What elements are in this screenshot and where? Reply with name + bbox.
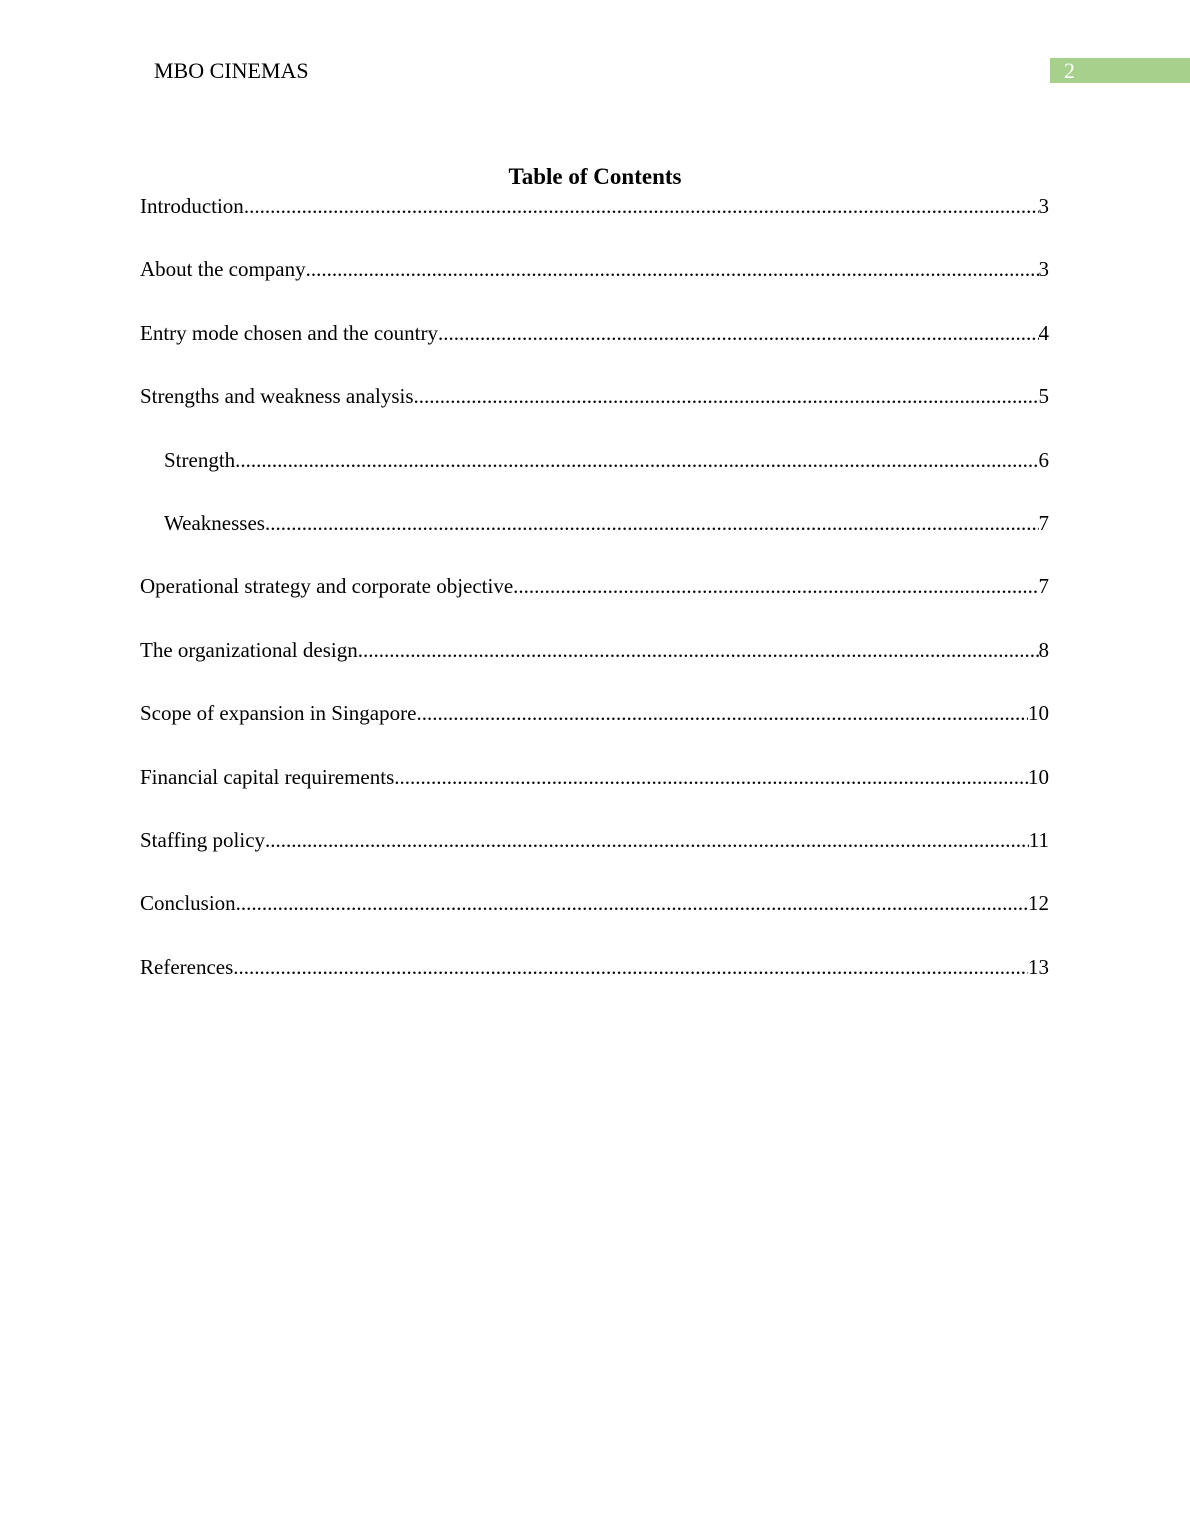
toc-entry-about-the-company[interactable]	[140, 254, 1049, 317]
toc-entry-strength[interactable]	[140, 445, 1049, 508]
toc-entry-conclusion[interactable]	[140, 888, 1049, 951]
toc-entry-label: Introduction	[140, 194, 244, 218]
toc-dot-leader	[438, 318, 1039, 348]
toc-entry-label: Strengths and weakness analysis	[140, 384, 414, 409]
toc-dot-leader	[414, 381, 1039, 411]
toc-entry-label: Conclusion	[140, 891, 236, 916]
toc-entry-staffing-policy[interactable]	[140, 825, 1049, 888]
toc-entry-page: 8	[1038, 637, 1049, 662]
toc-entry-operational-strategy[interactable]	[140, 571, 1049, 634]
toc-dot-leader	[233, 952, 1028, 982]
toc-entry-organizational-design[interactable]	[140, 635, 1049, 698]
toc-entry-references[interactable]	[140, 952, 1049, 1015]
toc-entry-label: Weaknesses	[164, 510, 265, 535]
toc-entry-page: 10	[1028, 701, 1049, 726]
toc-dot-leader	[513, 571, 1038, 601]
toc-entry-page: 13	[1028, 954, 1049, 979]
toc-entry-label: Strength	[164, 447, 236, 472]
toc-entry-label: The organizational design	[140, 637, 358, 662]
toc-entry-financial-capital[interactable]	[140, 762, 1049, 825]
toc-entry-page: 10	[1028, 764, 1049, 789]
toc-entry-page: 4	[1038, 320, 1049, 345]
toc-dot-leader	[306, 254, 1039, 284]
toc-entry-strengths-weakness-analysis[interactable]	[140, 381, 1049, 444]
toc-entry-label: Scope of expansion in Singapore	[140, 701, 417, 726]
toc-dot-leader	[394, 762, 1028, 792]
toc-entry-page: 3	[1038, 257, 1049, 282]
toc-entry-label: References	[140, 954, 234, 979]
toc-dot-leader	[265, 508, 1039, 538]
toc-heading: Table of Contents	[508, 164, 682, 189]
toc-entry-label: Financial capital requirements	[140, 764, 395, 789]
toc-entry-page: 5	[1038, 384, 1049, 409]
toc-dot-leader	[265, 825, 1029, 855]
toc-dot-leader	[416, 698, 1028, 728]
toc-entry-label: Entry mode chosen and the country	[140, 320, 438, 345]
table-of-contents	[140, 191, 1049, 1015]
toc-entry-label: About the company	[140, 257, 306, 282]
running-header-title: MBO CINEMAS	[154, 58, 309, 83]
toc-entry-page: 3	[1038, 194, 1049, 218]
toc-entry-page: 11	[1028, 827, 1049, 852]
toc-entry-introduction[interactable]	[140, 191, 1049, 254]
toc-entry-scope-of-expansion[interactable]	[140, 698, 1049, 761]
page-number-badge: 2	[1050, 58, 1190, 83]
toc-entry-page: 7	[1038, 574, 1049, 599]
toc-entry-label: Operational strategy and corporate objective	[140, 574, 514, 599]
toc-entry-page: 6	[1038, 447, 1049, 472]
toc-dot-leader	[358, 635, 1039, 665]
toc-entry-page: 7	[1038, 510, 1049, 535]
toc-entry-page: 12	[1028, 891, 1049, 916]
toc-entry-entry-mode[interactable]	[140, 318, 1049, 381]
toc-entry-label: Staffing policy	[140, 827, 266, 852]
toc-entry-weaknesses[interactable]	[140, 508, 1049, 571]
toc-dot-leader	[235, 445, 1038, 475]
toc-dot-leader	[236, 888, 1028, 918]
toc-dot-leader	[244, 191, 1039, 221]
